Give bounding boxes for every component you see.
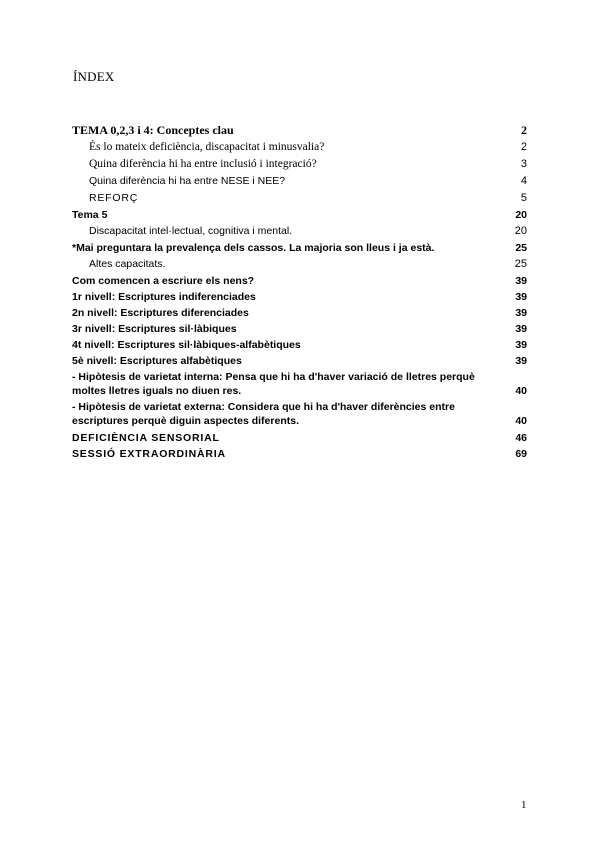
toc-entry-text: - Hipòtesis de varietat externa: Considera que hi ha d'haver diferències entre escriptures perquè diguin aspectes diferents. xyxy=(72,401,455,427)
toc-entry-page: 5 xyxy=(520,192,527,204)
toc-entry-text: REFORÇ xyxy=(89,192,139,204)
toc-entry[interactable] xyxy=(72,305,527,321)
toc-entry-text: 2n nivell: Escriptures diferenciades xyxy=(72,307,249,319)
toc-entry-page: 40 xyxy=(515,415,527,427)
toc-entry-text: 1r nivell: Escriptures indiferenciades xyxy=(72,291,256,303)
toc-entry-text: *Mai preguntara la prevalença dels cassos. La majoria son lleus i ja està. xyxy=(72,242,435,254)
toc-entry[interactable] xyxy=(72,289,527,305)
toc-entry[interactable] xyxy=(72,321,527,337)
toc-entry-text: Discapacitat intel·lectual, cognitiva i mental. xyxy=(89,225,293,237)
toc-entry[interactable] xyxy=(72,122,527,139)
toc-entry-page: 39 xyxy=(515,339,527,351)
toc-entry-page: 39 xyxy=(515,323,527,335)
toc-entry[interactable] xyxy=(72,240,527,256)
toc-entry-page: 69 xyxy=(515,448,527,460)
toc-entry-text: TEMA 0,2,3 i 4: Conceptes clau xyxy=(72,123,234,137)
footer-page-number: 1 xyxy=(521,799,527,811)
toc-entry-page: 3 xyxy=(520,158,527,170)
toc-entry-text: Quina diferència hi ha entre inclusió i integració? xyxy=(89,158,317,170)
toc-entry[interactable] xyxy=(72,353,527,369)
toc-entry[interactable] xyxy=(72,223,527,240)
toc-entry-page: 39 xyxy=(515,291,527,303)
toc-entry-text: 4t nivell: Escriptures sil·làbiques-alfabètiques xyxy=(72,339,301,351)
toc-entry-page: 4 xyxy=(520,175,527,187)
toc-entry-text: Com comencen a escriure els nens? xyxy=(72,275,255,287)
toc-entry-page: 39 xyxy=(515,275,527,287)
toc-entry-page: 40 xyxy=(515,385,527,397)
toc-entry-text: DEFICIÈNCIA SENSORIAL xyxy=(72,432,220,444)
toc-entry[interactable] xyxy=(72,446,527,462)
toc-entry-text: És lo mateix deficiència, discapacitat i minusvalia? xyxy=(89,141,325,153)
toc-entry-text: Altes capacitats. xyxy=(89,258,166,270)
toc-entry-page: 46 xyxy=(515,432,527,444)
toc-entry-text: Tema 5 xyxy=(72,209,108,221)
toc-entry[interactable] xyxy=(72,400,527,428)
toc-entry-page: 39 xyxy=(515,307,527,319)
toc-entry-text: 3r nivell: Escriptures sil·làbiques xyxy=(72,323,237,335)
toc-entry[interactable] xyxy=(72,273,527,289)
toc-entry[interactable] xyxy=(72,173,527,190)
toc-entry[interactable] xyxy=(72,370,527,398)
index-title: ÍNDEX xyxy=(73,69,115,84)
toc-entry-text: 5è nivell: Escriptures alfabètiques xyxy=(72,355,242,367)
toc-entry-text: Quina diferència hi ha entre NESE i NEE? xyxy=(89,175,286,187)
toc-entry-page: 25 xyxy=(514,258,527,270)
toc-entry[interactable] xyxy=(72,430,527,446)
toc-entry[interactable] xyxy=(72,190,527,207)
toc-entry-page: 2 xyxy=(521,123,527,137)
toc-entry[interactable] xyxy=(72,256,527,273)
toc-entry-page: 20 xyxy=(514,225,527,237)
toc-entry-text: SESSIÓ EXTRAORDINÀRIA xyxy=(72,448,226,460)
toc-entry[interactable] xyxy=(72,337,527,353)
toc-entry[interactable] xyxy=(72,207,527,223)
toc-entry-page: 20 xyxy=(515,209,527,221)
table-of-contents xyxy=(72,122,527,462)
toc-entry-page: 39 xyxy=(515,355,527,367)
toc-entry-page: 25 xyxy=(515,242,527,254)
toc-entry-text: - Hipòtesis de varietat interna: Pensa que hi ha d'haver variació de lletres perquè moltes lletres iguals no diuen res. xyxy=(72,371,475,397)
toc-entry-page: 2 xyxy=(520,141,527,153)
toc-entry[interactable] xyxy=(72,156,527,173)
toc-entry[interactable] xyxy=(72,139,527,156)
